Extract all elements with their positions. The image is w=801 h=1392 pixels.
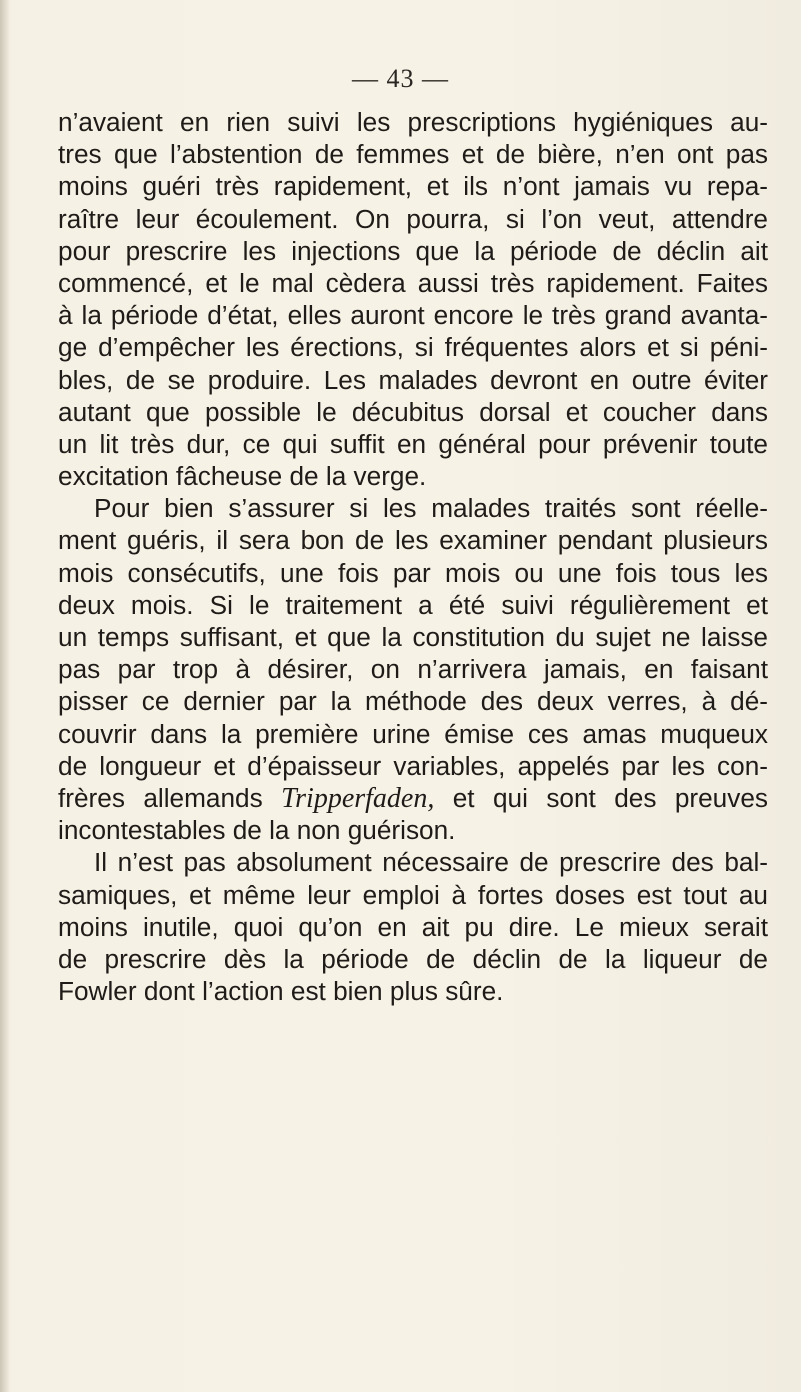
text-line: n’avaient en rien suivi les prescriptions hygiéniques au-: [58, 107, 768, 137]
text-line: à la période d’état, elles auront encore le très grand avanta-: [58, 300, 768, 331]
text-line: pour prescrire les injections que la période de déclin ait: [58, 235, 768, 266]
text-line: autant que possible le décubitus dorsal et coucher dans: [58, 396, 768, 427]
text-segment: et qui sont des preuves: [434, 782, 768, 813]
text-line: de longueur et d’épaisseur variables, appelés par les con-: [58, 750, 768, 781]
text-line: samiques, et même leur emploi à fortes doses est tout au: [58, 879, 768, 910]
italic-term: Tripperfaden,: [281, 782, 435, 814]
paragraph-start-line: Il n’est pas absolument nécessaire de prescrire des bal-: [94, 847, 768, 878]
text-line: raître leur écoulement. On pourra, si l’on veut, attendre: [58, 203, 768, 234]
text-line: un lit très dur, ce qui suffit en général pour prévenir toute: [58, 428, 768, 459]
page-number: — 43 —: [352, 64, 449, 93]
page-edge-shadow: [0, 0, 10, 1392]
text-line: ment guéris, il sera bon de les examiner pendant plusieurs: [58, 525, 768, 556]
text-line: mois consécutifs, une fois par mois ou une fois tous les: [58, 557, 768, 588]
text-line: moins inutile, quoi qu’on en ait pu dire. Le mieux serait: [58, 911, 768, 942]
text-segment: frères allemands: [58, 782, 282, 813]
text-line: deux mois. Si le traitement a été suivi régulièrement et: [58, 589, 768, 620]
text-line: ge d’empêcher les érections, si fréquentes alors et si péni-: [58, 332, 768, 363]
text-line-with-italic: [58, 782, 768, 814]
text-line: couvrir dans la première urine émise ces amas muqueux: [58, 718, 768, 749]
text-line: pas par trop à désirer, on n’arrivera jamais, en faisant: [58, 654, 768, 685]
body-text: [58, 106, 768, 1007]
paragraph-end-line: excitation fâcheuse de la verge.: [58, 461, 427, 492]
text-line: bles, de se produire. Les malades devront en outre éviter: [58, 364, 768, 395]
text-line: commencé, et le mal cèdera aussi très rapidement. Faites: [58, 267, 768, 298]
paragraph-end-line: Fowler dont l’action est bien plus sûre.: [58, 976, 504, 1007]
paragraph-end-line: incontestables de la non guérison.: [58, 815, 456, 846]
text-line: pisser ce dernier par la méthode des deux verres, à dé-: [58, 686, 768, 717]
text-line: de prescrire dès la période de déclin de la liqueur de: [58, 943, 768, 974]
text-line: tres que l’abstention de femmes et de bière, n’en ont pas: [58, 139, 768, 170]
paragraph-start-line: Pour bien s’assurer si les malades traités sont réelle-: [94, 493, 768, 524]
text-line: moins guéri très rapidement, et ils n’ont jamais vu repa-: [58, 171, 768, 202]
text-line: un temps suffisant, et que la constitution du sujet ne laisse: [58, 622, 768, 652]
